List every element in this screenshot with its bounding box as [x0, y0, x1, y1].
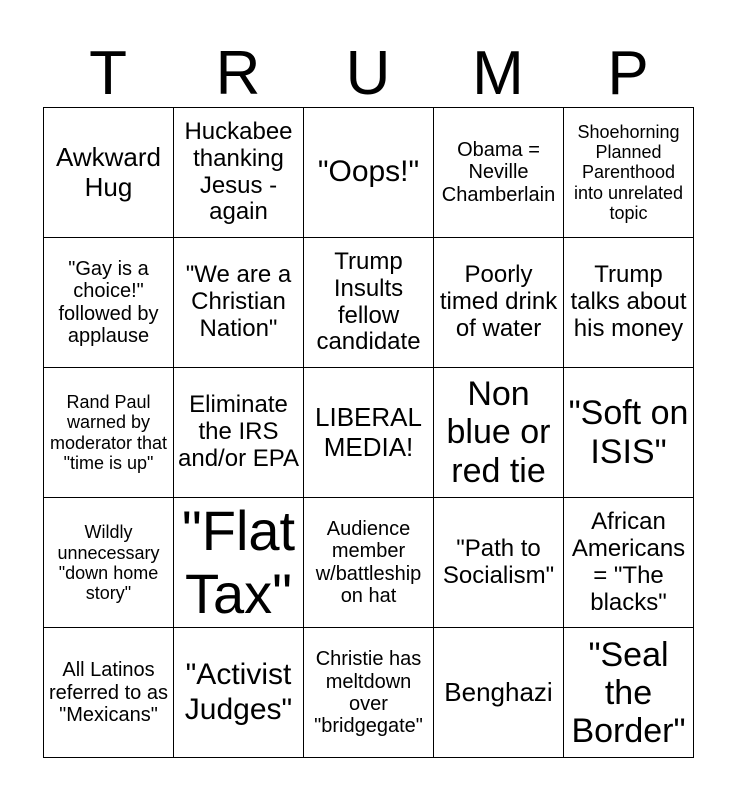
cell-label: Shoehorning Planned Parenthood into unrelated topic [573, 122, 684, 223]
cell-label: "Flat Tax" [181, 499, 296, 625]
bingo-cell[interactable] [174, 238, 304, 368]
cell-label: Awkward Hug [55, 142, 161, 202]
cell-label: "Soft on ISIS" [568, 394, 689, 471]
cell-label: LIBERAL MEDIA! [315, 402, 422, 462]
header-letter-m: M [472, 39, 524, 108]
header-letter-t: T [89, 39, 127, 108]
bingo-cell[interactable] [304, 238, 434, 368]
cell-label: Non blue or red tie [446, 375, 551, 490]
header-letter-p: P [607, 39, 649, 108]
board-row [44, 368, 694, 498]
bingo-cell[interactable] [44, 628, 174, 758]
cell-label: "Seal the Border" [571, 635, 686, 750]
cell-label: "Oops!" [317, 155, 420, 189]
cell-label: All Latinos referred to as "Mexicans" [49, 659, 168, 727]
bingo-cell[interactable] [434, 108, 564, 238]
board-row [44, 498, 694, 628]
cell-label: "We are a Christian Nation" [185, 261, 292, 342]
board-row [44, 108, 694, 238]
cell-label: Huckabee thanking Jesus - again [184, 117, 293, 226]
bingo-cell[interactable] [44, 368, 174, 498]
cell-label: Wildly unnecessary "down home story" [57, 522, 160, 603]
bingo-cell[interactable] [434, 628, 564, 758]
header-letter-u: U [345, 39, 391, 108]
bingo-cell[interactable] [304, 368, 434, 498]
bingo-cell[interactable] [174, 628, 304, 758]
bingo-cell[interactable] [304, 498, 434, 628]
cell-label: Audience member w/battleship on hat [315, 517, 422, 608]
bingo-cell[interactable] [434, 238, 564, 368]
cell-label: Trump talks about his money [570, 261, 687, 342]
bingo-cell[interactable] [564, 238, 694, 368]
bingo-cell[interactable] [434, 498, 564, 628]
cell-label: Rand Paul warned by moderator that "time is up" [49, 392, 168, 473]
cell-label: "Gay is a choice!" followed by applause [58, 257, 159, 347]
bingo-cell[interactable] [564, 108, 694, 238]
bingo-header [43, 40, 693, 108]
cell-label: Eliminate the IRS and/or EPA [178, 391, 299, 472]
bingo-cell[interactable] [174, 108, 304, 238]
bingo-cell[interactable] [304, 108, 434, 238]
bingo-cell[interactable] [44, 498, 174, 628]
bingo-cell[interactable] [174, 368, 304, 498]
board-row [44, 628, 694, 758]
cell-label: African Americans = "The blacks" [571, 507, 686, 616]
cell-label: Poorly timed drink of water [439, 261, 558, 342]
board-row [44, 238, 694, 368]
bingo-cell[interactable] [564, 368, 694, 498]
cell-label: Obama = Neville Chamberlain [441, 138, 556, 206]
bingo-cell[interactable] [44, 238, 174, 368]
cell-label: Christie has meltdown over "bridgegate" [314, 648, 423, 738]
bingo-cell[interactable] [44, 108, 174, 238]
header-letter-r: R [215, 39, 261, 108]
cell-label: "Path to Socialism" [442, 534, 555, 589]
cell-label: "Activist Judges" [184, 658, 293, 726]
bingo-cell[interactable] [434, 368, 564, 498]
cell-label: Benghazi [444, 677, 553, 708]
cell-label: Trump Insults fellow candidate [316, 247, 421, 356]
bingo-board [43, 107, 694, 758]
bingo-cell[interactable] [564, 498, 694, 628]
bingo-cell[interactable] [304, 628, 434, 758]
bingo-cell[interactable] [564, 628, 694, 758]
bingo-cell[interactable] [174, 498, 304, 628]
